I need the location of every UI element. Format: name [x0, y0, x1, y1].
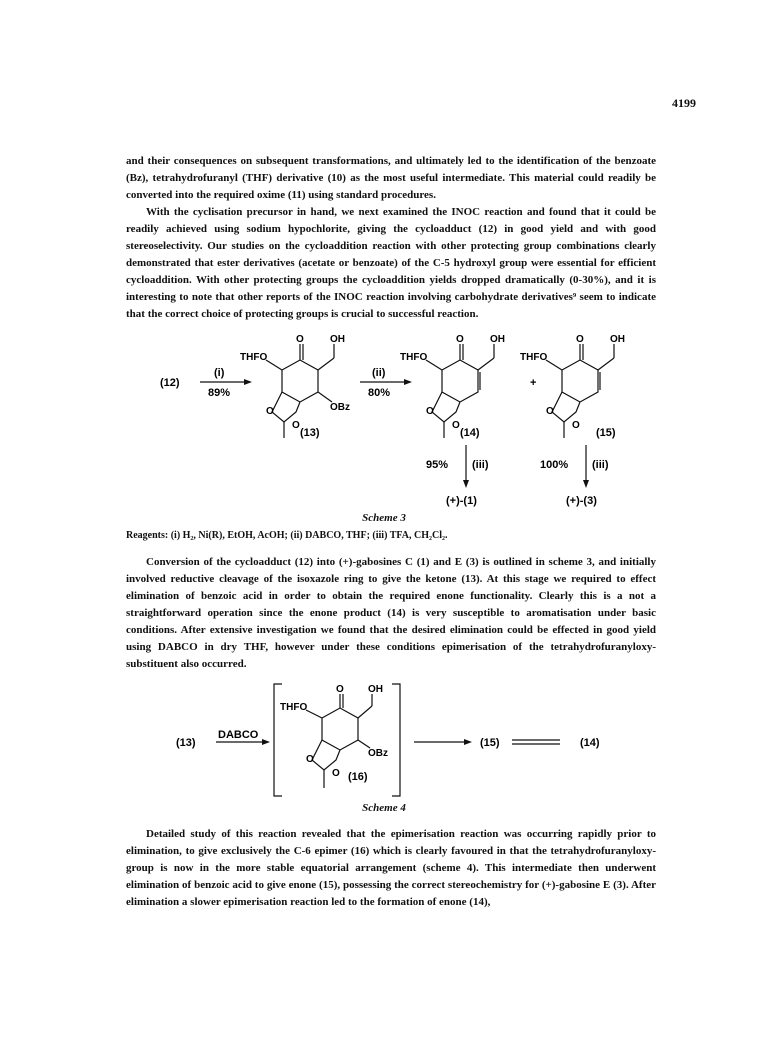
atom-o-ring-13: O	[266, 406, 274, 417]
arrowhead-to-15	[464, 739, 472, 745]
paragraph-1: and their consequences on subsequent transformations, and ultimately led to the identification of the benzoate (Bz), tetrahydrofuranyl (THF) derivative (10) as the most useful intermediate. This material could readily be converted into the required oxime (11) using standard procedures.	[126, 155, 656, 201]
bracket-right	[392, 684, 400, 796]
compound-15-label: (15)	[596, 427, 616, 439]
scheme-3-reagents	[126, 530, 447, 541]
ring-15	[562, 360, 598, 402]
reagent-dabco: DABCO	[218, 729, 259, 741]
ring-14	[442, 360, 478, 402]
atom-o-ring-15: O	[546, 406, 554, 417]
atom-o-13: O	[296, 334, 304, 345]
product-3-label: (+)-(3)	[566, 495, 597, 507]
product-1-label: (+)-(1)	[446, 495, 477, 507]
paragraph-4: Detailed study of this reaction revealed that the epimerisation reaction was occurring rapidly prior to elimination, to give exclusively the C-6 epimer (16) which is clearly favoured in that the tetrahydrofuranyloxy-group is now in the more stable equatorial arrangement (scheme 4). This intermediate then underwent elimination of benzoic acid to give enone (15), possessing the correct stereochemistry for (+)-gabosine E (3). After elimination a slower epimerisation reaction led to the formation of enone (14),	[126, 828, 656, 908]
arrowhead-2	[404, 379, 412, 385]
step-1-yield: 89%	[208, 387, 231, 399]
paragraph-3: Conversion of the cycloadduct (12) into (+)-gabosines C (1) and E (3) is outlined in scheme 3, and initially involved reductive cleavage of the isoxazole ring to give the ketone (13). At this stage we required to effect elimination of benzoic acid in order to obtain the required enone functionality. Clearly this is a not a straightforward operation since the enone product (14) is very susceptible to aromatisation under basic conditions. After extensive investigation we found that the desired elimination could be effected in good yield using DABCO in dry THF, however under these conditions epimerisation of the tetrahydrofuranyloxy-substituent also occurred.	[126, 556, 656, 670]
step-1-reagent: (i)	[214, 367, 225, 379]
arrowhead-1	[244, 379, 252, 385]
atom-o-14: O	[456, 334, 464, 345]
reagents-label: Reagents:	[126, 530, 169, 541]
step-2-yield: 80%	[368, 387, 391, 399]
scheme-3-diagram	[0, 330, 768, 530]
compound-16-label: (16)	[348, 771, 368, 783]
atom-thfo-14: THFO	[400, 352, 428, 363]
atom-o-ring2-16: O	[332, 768, 340, 779]
atom-oh-13: OH	[330, 334, 345, 345]
compound-13-label: (13)	[300, 427, 320, 439]
atom-o-ring-14: O	[426, 406, 434, 417]
compound-15-label-s4: (15)	[480, 737, 500, 749]
atom-o-ring2-15: O	[572, 420, 580, 431]
atom-thfo-13: THFO	[240, 352, 268, 363]
atom-thfo-16: THFO	[280, 702, 308, 713]
arrowhead-3b	[583, 480, 589, 488]
scheme-4-title: Scheme 4	[362, 802, 406, 814]
arrowhead-3a	[463, 480, 469, 488]
atom-o-ring-16: O	[306, 754, 314, 765]
atom-o-15: O	[576, 334, 584, 345]
step-3b-yield: 100%	[540, 459, 569, 471]
arrowhead-dabco	[262, 739, 270, 745]
step-3b-reagent: (iii)	[592, 459, 609, 471]
ring-16	[322, 708, 358, 750]
compound-14-label-s4: (14)	[580, 737, 600, 749]
atom-obz-16: OBz	[368, 748, 388, 759]
page-number: 4199	[672, 96, 696, 110]
atom-obz-13: OBz	[330, 402, 350, 413]
atom-oh-15: OH	[610, 334, 625, 345]
plus-sign: +	[530, 377, 537, 389]
ring-13	[282, 360, 318, 402]
paragraph-2: With the cyclisation precursor in hand, we next examined the INOC reaction and found that it could be readily achieved using sodium hypochlorite, giving the cycloadduct (12) in good yield and with good stereoselectivity. Our studies on the cycloaddition reaction with other protecting group combinations clearly demonstrated that ester derivatives (acetate or benzoate) of the C-5 hydroxyl group were essential for efficient cycloaddition. With other protecting groups the cycloaddition yields dropped dramatically (0-30%), and it is interesting to note that other reports of the INOC reaction involving carbohydrate derivatives⁹ seem to indicate that the correct choice of protecting groups is crucial to successful reaction.	[126, 206, 656, 320]
reagents-text: (i) H₂, Ni(R), EtOH, AcOH; (ii) DABCO, THF; (iii) TFA, CH₂Cl₂.	[170, 530, 448, 541]
compound-13-label-s4: (13)	[176, 737, 196, 749]
atom-o-ring2-14: O	[452, 420, 460, 431]
compound-14-label: (14)	[460, 427, 480, 439]
step-3a-yield: 95%	[426, 459, 449, 471]
bracket-left	[274, 684, 282, 796]
compound-12-label: (12)	[160, 377, 180, 389]
scheme-3-title: Scheme 3	[362, 512, 406, 524]
atom-o-16: O	[336, 684, 344, 695]
atom-o-ring2-13: O	[292, 420, 300, 431]
atom-oh-14: OH	[490, 334, 505, 345]
step-3a-reagent: (iii)	[472, 459, 489, 471]
atom-thfo-15: THFO	[520, 352, 548, 363]
atom-oh-16: OH	[368, 684, 383, 695]
step-2-reagent: (ii)	[372, 367, 386, 379]
scheme-4-diagram	[0, 680, 768, 800]
